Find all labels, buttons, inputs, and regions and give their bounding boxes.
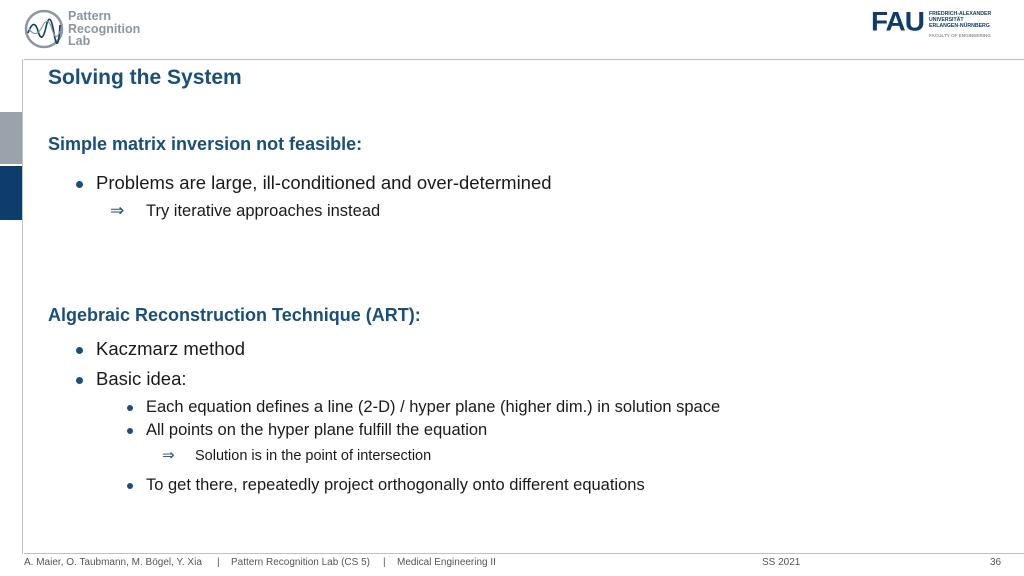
left-border-line (22, 59, 23, 554)
bullet-problems: Problems are large, ill-conditioned and over-determined (96, 172, 552, 193)
bullet-dot (76, 347, 83, 354)
side-marker-blue (0, 166, 22, 220)
footer-authors: A. Maier, O. Taubmann, M. Bögel, Y. Xia (24, 557, 202, 568)
footer-separator: | (217, 557, 220, 568)
bullet-dot (76, 181, 83, 188)
fau-wordmark: FAU (871, 6, 924, 37)
bullet-kaczmarz: Kaczmarz method (96, 338, 246, 359)
footer-separator: | (383, 557, 386, 568)
sub-bullet-equation-line: Each equation defines a line (2-D) / hyper plane (higher dim.) in solution space (146, 398, 721, 416)
footer-term: SS 2021 (762, 557, 801, 568)
section-heading-art: Algebraic Reconstruction Technique (ART): (48, 305, 421, 325)
sub-bullet-project: To get there, repeatedly project orthogonally onto different equations (146, 476, 645, 494)
implication-intersection: Solution is in the point of intersection (195, 448, 432, 464)
footer-lab: Pattern Recognition Lab (CS 5) (231, 557, 370, 568)
implies-arrow-icon: ⇒ (162, 447, 175, 464)
implication-iterative: Try iterative approaches instead (146, 202, 381, 220)
pattern-recognition-lab-logo (24, 9, 140, 49)
slide-header (0, 0, 1024, 62)
fau-university-name: FRIEDRICH-ALEXANDER UNIVERSITÄT ERLANGEN-NÜRNBERG (929, 11, 992, 29)
section-heading-matrix-inversion: Simple matrix inversion not feasible: (48, 134, 363, 154)
fau-faculty: FACULTY OF ENGINEERING (929, 33, 991, 38)
slide-title: Solving the System (48, 66, 242, 89)
header-divider (24, 59, 1024, 60)
sub-bullet-hyperplane: All points on the hyper plane fulfill the equation (146, 421, 488, 439)
footer-course: Medical Engineering II (397, 557, 496, 568)
sub-bullet-dot (127, 405, 133, 411)
bullet-dot (76, 377, 83, 384)
bullet-basic-idea: Basic idea: (96, 368, 187, 389)
footer-page-number: 36 (990, 557, 1002, 568)
sub-bullet-dot (127, 483, 133, 489)
lab-logo-icon (24, 9, 64, 49)
footer-divider (24, 553, 1024, 554)
sub-bullet-dot (127, 428, 133, 434)
lab-logo-text: Pattern Recognition Lab (68, 9, 141, 49)
side-marker-grey (0, 112, 22, 164)
implies-arrow-icon: ⇒ (110, 201, 125, 220)
fau-logo (871, 8, 991, 38)
